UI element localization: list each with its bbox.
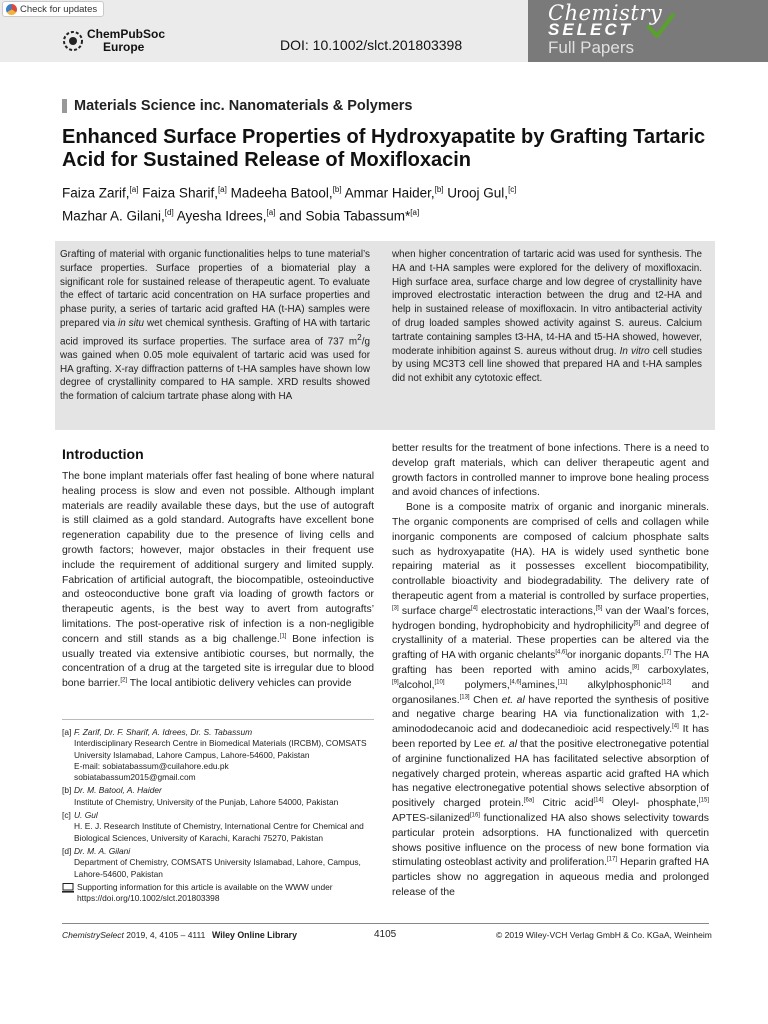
footer-citation-text: 2019, 4, 4105 – 4111 <box>126 930 206 940</box>
affiliation-label: [c] <box>62 810 71 821</box>
introduction-heading: Introduction <box>62 446 144 462</box>
affiliation-divider <box>62 719 374 720</box>
author-list: Faiza Zarif,[a] Faiza Sharif,[a] Madeeha Batool,[b] Ammar Haider,[b] Urooj Gul,[c] Mazhar A. Gilani,[d] Ayesha Idrees,[a] and Sobia Tabassum*[a] <box>62 185 517 223</box>
supporting-info-text[interactable]: Supporting information for this article is available on the WWW under https://doi.org/10.1002/slct.201803398 <box>77 881 333 904</box>
affiliation-item <box>62 727 378 783</box>
logo-line2: Europe <box>103 40 145 54</box>
affiliation-text <box>74 810 378 844</box>
chempubsoc-logo-icon <box>62 30 84 52</box>
affiliation-names: Dr. M. A. Gilani <box>74 845 131 856</box>
affiliation-line: H. E. J. Research Institute of Chemistry, International Centre for Chemical and Biological Sciences, University of Karachi, Karachi 75270, Pakistan <box>74 821 364 843</box>
computer-icon <box>62 883 74 893</box>
affiliation-names: F. Zarif, Dr. F. Sharif, A. Idrees, Dr. S. Tabassum <box>74 727 253 737</box>
affiliation-names: U. Gul <box>74 810 98 821</box>
page-number: 4105 <box>374 929 397 940</box>
body-paragraph: better results for the treatment of bone infections. There is a need to develop graft materials, which can deliver therapeutic agent and growth factors in controlled manner to improve bone healing process and avoid chances of infections. <box>392 443 709 499</box>
footer-journal: ChemistrySelect <box>62 930 124 940</box>
doi-link[interactable]: DOI: 10.1002/slct.201803398 <box>280 37 463 53</box>
supporting-info <box>62 882 378 905</box>
footer-copyright: © 2019 Wiley-VCH Verlag GmbH & Co. KGaA, Weinheim <box>496 930 712 940</box>
body-right-column <box>392 442 709 901</box>
check-updates-button[interactable] <box>2 1 104 17</box>
body-paragraph: The bone implant materials offer fast healing of bone where natural healing process is slow and even not possible. Although implant materials are readily available these days, but the use of autograft is still claimed as a gold standard. Autografts have excellent bone regeneration capability due to the presence of living cells and growth factors; however, major obstacles in their frequent use include the requirement of additional surgery and limited supply. Fabrication of artificial autograft, the biocompatible, osteoinductive and osteoconductive bone graft via loading of growth factors or therapeutic agents, is the best way to avert from autografts’ limitations. The post-operative risk of infection is a non-negligible concern and still stands as a big challenge.[1] Bone infection is usually treated via extensive antibiotic courses, but normally, the concentration of a drug at the targeted site is irregular due to blood bone barrier.[2] The local antibiotic delivery vehicles can provide <box>62 471 375 690</box>
affiliations <box>62 727 378 904</box>
affiliation-label: [b] <box>62 785 72 796</box>
affiliation-line[interactable]: E-mail: sobiatabassum@cuilahore.edu.pk <box>74 760 229 771</box>
abstract-column-2: when higher concentration of tartaric acid was used for synthesis. The HA and t-HA samples were explored for the delivery of moxifloxacin. High surface area, surface charge and low degree of crystallinity have improved electrostatic interaction between the drug and t2-HA and help in sustained release of moxifloxacin. In vitro antibacterial activity of drug loaded samples showed activity against S. aureus. Calcium tartrate containing samples t3-HA, t4-HA and t5-HA showed, however, moderate inhibition against S. aureus without drug. In vitro cell studies by using MC3T3 cell line showed that prepared HA and t-HA samples did not exhibit any cytotoxic effect. <box>392 249 703 385</box>
check-updates-icon <box>6 4 17 15</box>
affiliation-text <box>74 846 378 880</box>
abstract-box <box>55 241 715 430</box>
article-title: Enhanced Surface Properties of Hydroxyapatite by Grafting Tartaric Acid for Sustained Release of Moxifloxacin <box>62 126 706 171</box>
affiliation-names: Dr. M. Batool, A. Haider <box>74 785 162 796</box>
body-paragraph: Bone is a composite matrix of organic and inorganic minerals. The organic components are comprised of cells and collagen while inorganic components are composed of calcium phosphate salts such as hydroxyapatite (HA). HA is widely used synthetic bone repairing material as it possesses excellent biocompatibility, controllable bioactivity and biodegradability. The delivery rate of therapeutic agent from a material is controlled by surface properties,[3] surface charge[4] electrostatic interactions,[5] van der Waal’s forces, hydrogen bonding, hydrophobicity and hydrophilicity[5] and degree of crystallinity of a material. These properties can be altered via the grafting of HA with organic chelants[4,6]or inorganic dopants.[7] The HA grafting has been reported with amino acids,[8] carboxylates,[9]alcohol,[10] polymers,[4,6]amines,[11] alkylphosphonic[12] and organosilanes.[13] Chen et. al have reported the synthesis of positive and negative charge bearing HA via functionalization with 1,2-aminododecanoic acid and dodecanedioic acid respectively.[4] It has been reported by Lee et. al that the positive electronegative potential of arginine functionalized HA has facilitated selective absorption of negatively charged protein, whereas aspartic acid grafted HA which has negative electronegative potential shows selective absorption of positively charged protein.[6a] Citric acid[14] Oleyl- phosphate,[15] APTES-silanized[16] functionalized HA also shows selectivity towards particular protein adsorptions. HA functionalized with quercetin shows positive influence on the process of new bone formation via stimulating osteoblast activity and proliferation.[17] Heparin grafted HA particles show no aggregation in aqueous media and prolonged release of the <box>392 502 710 898</box>
affiliation-text <box>74 785 378 808</box>
affiliation-item <box>62 846 378 880</box>
logo-line1: ChemPubSoc <box>87 27 166 41</box>
journal-name: Chemistry <box>548 1 663 25</box>
journal-section: Full Papers <box>548 38 634 57</box>
affiliation-line: Department of Chemistry, COMSATS University Islamabad, Lahore, Campus, Lahore-54600, Pakistan <box>74 857 361 879</box>
affiliation-label: [a] <box>62 727 72 737</box>
journal-select: SELECT <box>548 20 634 39</box>
affiliation-item <box>62 810 378 844</box>
footer-divider <box>62 923 709 924</box>
affiliation-label: [d] <box>62 845 72 856</box>
abstract-column-1: Grafting of material with organic functionalities helps to tune material’s surface properties. Surface properties of a biomaterial play a significant role for sustained release of therapeutic agent. To evaluate the effect of tartaric acid concentration on HA surface properties and phase purity, a series of tartaric acid grafted HA (t-HA) samples were prepared via in situ wet chemical synthesis. Grafting of HA with tartaric acid improved its surface properties. The surface area of 737 $m^2/g$ was gained when 0.05 mole equivalent of tartaric acid was used for HA grafting. X-ray diffraction patterns of t-HA samples have shown low degree of crystallinity compared to HA sample. XRD results showed the formation of calcium tartrate phase along with HA <box>60 249 371 403</box>
affiliation-list <box>62 727 378 880</box>
footer-wiley[interactable]: Wiley Online Library <box>212 930 297 940</box>
body-left-column <box>62 470 374 692</box>
footer-citation <box>62 930 205 940</box>
journal-banner <box>528 0 768 62</box>
affiliation-item <box>62 785 378 808</box>
affiliation-line: Institute of Chemistry, University of the Punjab, Lahore 54000, Pakistan <box>74 796 339 807</box>
check-updates-label: Check for updates <box>20 3 98 15</box>
affiliation-line[interactable]: sobiatabassum2015@gmail.com <box>74 772 196 783</box>
checkmark-icon <box>646 12 676 40</box>
chempubsoc-logo <box>62 28 165 54</box>
category-bar <box>62 99 67 113</box>
affiliation-text <box>74 727 378 783</box>
category-label: Materials Science inc. Nanomaterials & Polymers <box>74 98 413 114</box>
affiliation-line: Interdisciplinary Research Centre in Biomedical Materials (IRCBM), COMSATS University Islamabad, Lahore Campus, Lahore-54600, Pakistan <box>74 738 367 760</box>
category-heading <box>62 98 412 114</box>
